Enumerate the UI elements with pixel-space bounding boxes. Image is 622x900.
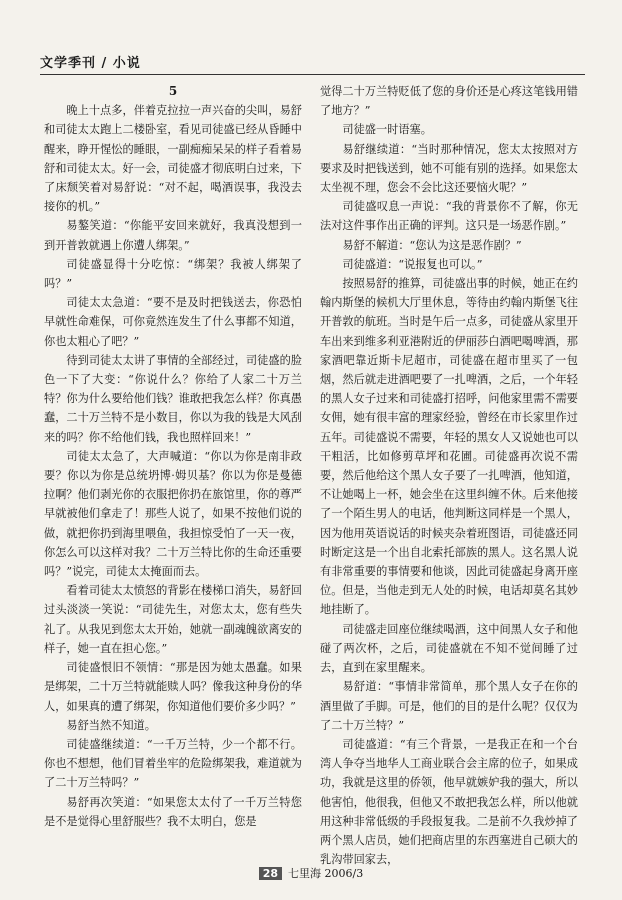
paragraph: 易舒不解道：“您认为这是恶作剧？” — [342, 238, 522, 252]
paragraph: 易舒继续道：“当时那种情况，您太太按照对方要求及时把钱送到，她不可能有别的选择。如果您太太坐视不理，您会不会比这还要恼火呢？” — [320, 142, 578, 195]
paragraph: 司徒盛道：“有三个背景，一是我正在和一个台湾人争夺当地华人工商业联合会主席的位子，如果成功，我就是这里的侨领，他早就嫉妒我的强大，所以他害怕，他很我，但他又不敢把我怎么样，所以他就用这种非常低级的手段报复我。二是前不久我炒掉了两个黑人店员，她们把商店里的东西塞进自己硕大的乳沟带回家去， — [320, 737, 578, 867]
journal-issue: 七里海 2006/3 — [288, 867, 364, 880]
paragraph: 司徒盛道：“说报复也可以。” — [342, 257, 483, 271]
paragraph: 司徒盛走回座位继续喝酒，这中间黑人女子和他碰了两次杯，之后，司徒盛就在不知不觉间睡了过去，直到在家里醒来。 — [320, 622, 578, 675]
paragraph: 司徒盛显得十分吃惊：“绑架？我被人绑架了吗？” — [44, 257, 302, 291]
paragraph: 司徒盛恨旧不领情：“那是因为她太愚蠢。如果是绑架，二十万兰特就能赎人吗？像我这种身份的华人，如果真的遭了绑架，你知道他们要价多少吗？” — [44, 661, 302, 713]
paragraph: 易舒道：“事情非常简单，那个黑人女子在你的酒里做了手脚。可是，他们的目的是什么呢？仅仅为了二十万兰特？” — [320, 680, 578, 732]
page-footer — [0, 865, 622, 881]
paragraph: 司徒太太急了，大声喊道：“你以为你是南非政要？你以为你是总统坍博·姆贝基？你以为你是曼德拉啊？他们剥光你的衣服把你扔在旅馆里，你的尊严早就被他们拿走了！那些人说了，如果不按他们说的做，就把你扔到海里喂鱼，我担惊受怕了一天一夜，你怎么可以这样对我？二十万兰特比你的生命还重要吗？”说完，司徒太太掩面而去。 — [44, 449, 302, 579]
page-number: 28 — [259, 867, 282, 880]
left-column — [44, 82, 302, 857]
paragraph: 易鏊笑道：“你能平安回来就好，我真没想到一到开普敦就遇上你遭人绑架。” — [44, 219, 302, 252]
paragraph: 易舒当然不知道。 — [66, 718, 156, 732]
paragraph: 易舒再次笑道：“如果您太太付了一千万兰特您是不是觉得心里舒服些？我不太明白，您是 — [44, 795, 302, 828]
section-number: 5 — [168, 84, 178, 98]
right-column — [320, 82, 578, 867]
paragraph-continued: 觉得二十万兰特贬低了您的身价还是心疼这笔钱用错了地方？” — [320, 85, 578, 118]
paragraph: 司徒太太急道：“要不是及时把钱送去，你恐怕早就性命难保，可你竟然连发生了什么事都不知道，你也太粗心了吧？” — [44, 296, 302, 348]
paragraph: 晚上十点多，伴着克拉拉一声兴奋的尖叫，易舒和司徒太太跑上二楼卧室，看见司徒盛已经从昏睡中醒来，睁开惺忪的睡眼，一副痴痴呆呆的样子看着易舒和司徒太太。好一会，司徒盛才彻底明白过来，下了床颓笑着对易舒说：“对不起，喝酒误事，我没去接你的机。” — [44, 104, 302, 214]
header-title: 文学季刊 / 小说 — [40, 56, 141, 71]
paragraph: 待到司徒太太讲了事情的全部经过，司徒盛的脸色一下了大变：“你说什么？你给了人家二十万兰特？你为什么要给他们钱？谁敢把我怎么样？你真愚蠢，二十万兰特不是小数目，你以为我的钱是大风刮来的吗？你不给他们钱，我也照样回来！” — [44, 353, 302, 444]
paragraph: 看着司徒太太愤怒的背影在楼梯口消失，易舒回过头淡淡一笑说：“司徒先生，对您太太，您有些失礼了。从我见到您太太开始，她就一副魂魄欲离安的样子，她一直在担心您。” — [44, 584, 302, 655]
paragraph: 司徒盛叹息一声说：“我的背景你不了解，你无法对这件事作出正确的评判。这只是一场恶作剧。” — [320, 200, 578, 233]
paragraph: 按照易舒的推算，司徒盛出事的时候，她正在约翰内斯堡的候机大厅里休息，等待由约翰内斯堡飞往开普敦的航班。当时是午后一点多，司徒盛从家里开车出来到维多利亚港附近的伊丽莎白酒吧喝啤酒，那家酒吧靠近斯卡尼超市，司徒盛在超市里买了一包烟，然后就走进酒吧要了一扎啤酒，之后，一个年轻的黑人女子过来和司徒盛打招呼，问他家里需不需要女佣，她有很丰富的理家经验，曾经在市长家里作过五年。司徒盛说不需要，年轻的黑女人又说她也可以干粗活，比如修剪草坪和花圃。司徒盛再次说不需要，然后他给这个黑人女子要了一扎啤酒，他知道，不让她喝上一杯，她会坐在这里纠缠不休。后来他接了一个陌生男人的电话，他判断这同样是一个黑人，因为他用英语说话的时候夹杂着班图语，司徒盛还同时断定这是一个出自北索托部族的黑人。这名黑人说有非常重要的事情要和他谈，因此司徒盛起身离开座位。但是，当他走到无人处的时候，电话却莫名其妙地挂断了。 — [320, 277, 578, 617]
paragraph: 司徒盛一时语塞。 — [342, 123, 432, 137]
paragraph: 司徒盛继续道：“一千万兰特，少一个都不行。你也不想想，他们冒着坐牢的危险绑架我，难道就为了二十万兰特吗？” — [44, 737, 302, 790]
page-header — [40, 52, 585, 75]
